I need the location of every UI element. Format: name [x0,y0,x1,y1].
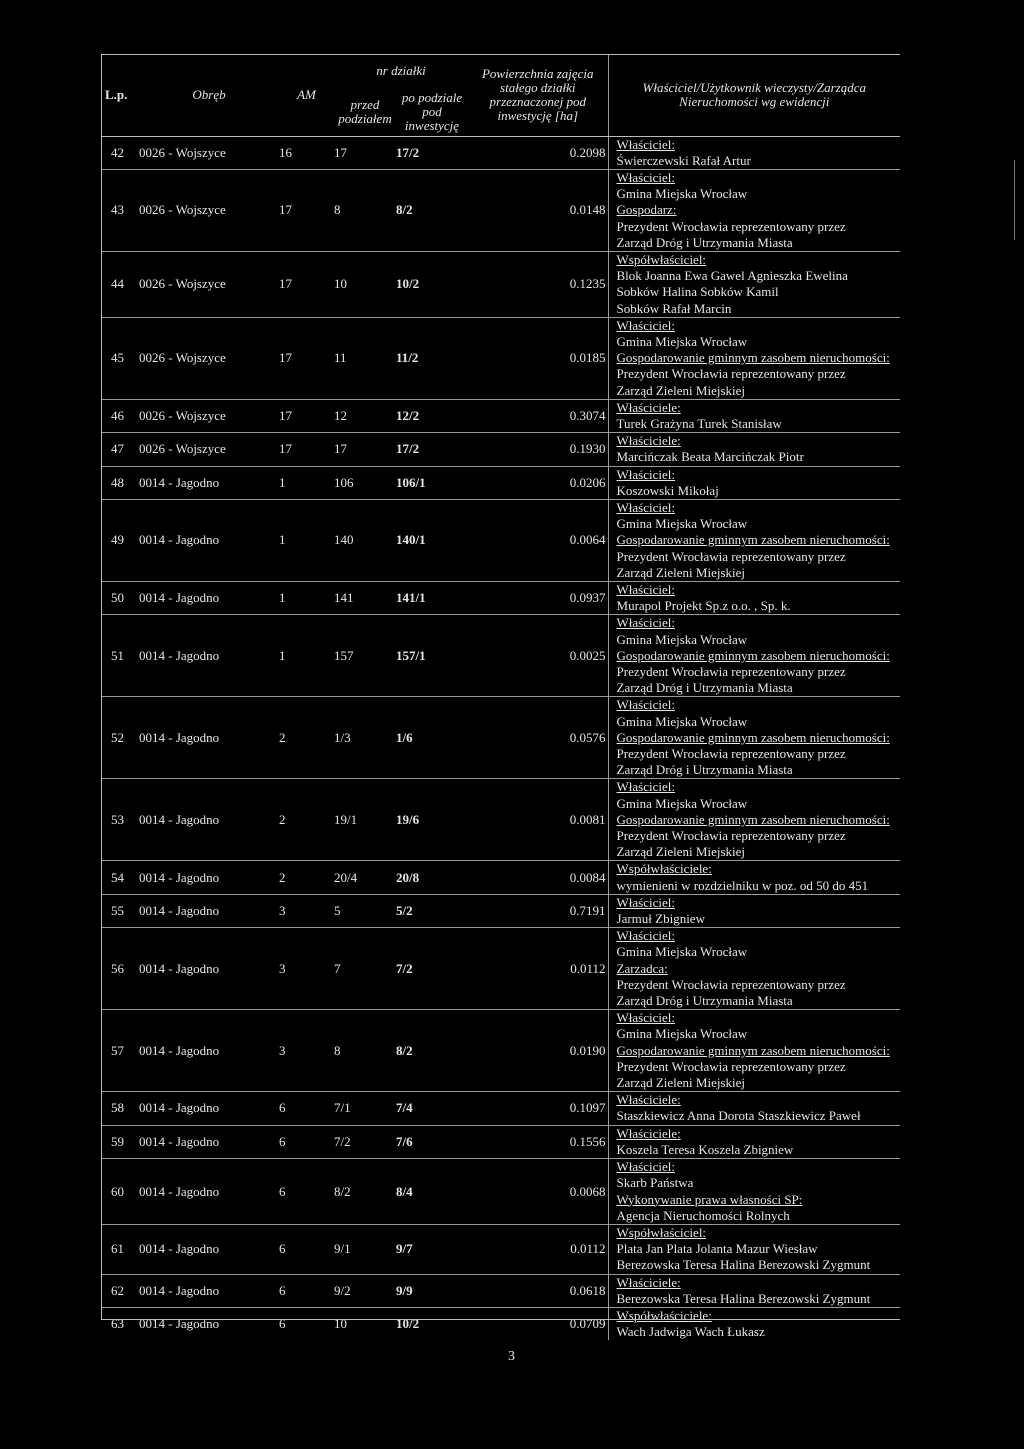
row-powierzchnia: 0.0937 [468,581,608,614]
owner-name: Prezydent Wrocławia reprezentowany przez [616,548,846,564]
owner-name: Koszowski Mikołaj [616,482,719,498]
row-lp: 46 [101,399,139,432]
header-obreb: Obręb [139,54,279,136]
table-row [101,1159,900,1225]
table-bottom-border [101,1319,900,1320]
owner-role-label: Współwłaściciel: [616,1224,707,1240]
owner-role-label: Właściciel: [616,317,675,333]
owner-name: Prezydent Wrocławia reprezentowany przez [616,1058,846,1074]
row-am: 3 [279,1010,334,1092]
row-owner [608,1010,900,1092]
owner-name: Gmina Miejska Wrocław [616,795,748,811]
row-lp: 59 [101,1125,139,1158]
row-po: 7/2 [396,928,468,1010]
row-owner [608,433,900,466]
owner-name: Prezydent Wrocławia reprezentowany przez [616,218,846,234]
parcel-table [101,54,900,1340]
row-po: 17/2 [396,433,468,466]
row-powierzchnia: 0.0084 [468,861,608,894]
row-przed: 8 [334,1010,396,1092]
row-am: 17 [279,399,334,432]
owner-role-label: Wykonywanie prawa własności SP: [616,1191,803,1207]
owner-role-label: Właściciele: [616,1125,681,1141]
row-am: 3 [279,894,334,927]
row-po: 7/6 [396,1125,468,1158]
row-po: 140/1 [396,499,468,581]
owner-role-label: Współwłaściciele: [616,1307,712,1323]
owner-name: Turek Grażyna Turek Stanisław [616,415,782,431]
row-po: 1/6 [396,697,468,779]
header-am: AM [279,54,334,136]
row-powierzchnia: 0.3074 [468,399,608,432]
row-lp: 42 [111,144,124,160]
owner-role-label: Właściciel: [616,615,675,631]
header-przed: przed podziałem [334,88,396,136]
row-powierzchnia: 0.0025 [468,615,608,697]
row-powierzchnia: 0.0190 [468,1010,608,1092]
table-left-border [101,54,102,1320]
owner-role-label: Właściciel: [616,894,675,910]
row-am: 6 [279,1224,334,1274]
row-lp: 58 [101,1092,139,1125]
row-obreb: 0026 - Wojszyce [139,169,279,251]
owner-role-label: Zarzadca: [616,960,668,976]
row-obreb: 0014 - Jagodno [139,1307,279,1340]
row-lp: 51 [101,615,139,697]
row-owner [608,317,900,399]
owner-role-label: Gospodarz: [616,202,677,218]
row-am: 1 [279,581,334,614]
row-powierzchnia: 0.0081 [468,779,608,861]
row-po: 157/1 [396,615,468,697]
owner-name: Gmina Miejska Wrocław [616,333,748,349]
row-powierzchnia: 0.0112 [468,928,608,1010]
owner-role-label: Właściciel: [616,1010,675,1026]
header-wlasciciel: Właściciel/Użytkownik wieczysty/Zarządca Nieruchomości wg ewidencji [608,54,900,136]
row-przed: 12 [334,399,396,432]
owner-name: Zarząd Zieleni Miejskiej [616,382,746,398]
owner-role-label: Właściciel: [616,581,675,597]
row-przed: 10 [334,251,396,317]
table-row [101,433,900,466]
row-obreb: 0026 - Wojszyce [139,317,279,399]
row-przed: 7/1 [334,1092,396,1125]
row-po: 8/2 [396,1010,468,1092]
owner-role-label: Właściciel: [616,499,675,515]
row-obreb: 0014 - Jagodno [139,499,279,581]
owner-name: Gmina Miejska Wrocław [616,186,748,202]
row-am: 16 [279,144,292,160]
owner-role-label: Gospodarowanie gminnym zasobem nieruchomości: [616,647,890,663]
row-am: 17 [279,317,334,399]
owner-name: Zarząd Dróg i Utrzymania Miasta [616,993,793,1009]
owner-role-label: Gospodarowanie gminnym zasobem nieruchomości: [616,1042,890,1058]
row-po: 10/2 [396,1307,468,1340]
row-po: 11/2 [396,317,468,399]
row-am: 1 [279,466,334,499]
row-powierzchnia: 0.0148 [468,169,608,251]
row-powierzchnia: 0.0185 [468,317,608,399]
row-owner [608,1159,900,1225]
row-owner [608,1224,900,1274]
row-powierzchnia: 0.0206 [468,466,608,499]
row-przed: 140 [334,499,396,581]
owner-name: Prezydent Wrocławia reprezentowany przez [616,976,846,992]
row-przed: 1/3 [334,697,396,779]
table-top-border [101,54,900,55]
owner-role-label: Współwłaściciele: [616,861,712,877]
row-przed: 11 [334,317,396,399]
table-row [101,1010,900,1092]
row-lp: 49 [101,499,139,581]
owner-name: Murapol Projekt Sp.z o.o. , Sp. k. [616,598,791,614]
row-po: 9/9 [396,1274,468,1307]
row-obreb: 0014 - Jagodno [139,1274,279,1307]
row-owner [608,1307,900,1340]
table-row [101,399,900,432]
row-po: 106/1 [396,466,468,499]
row-powierzchnia: 0.7191 [468,894,608,927]
owner-role-label: Właściciele: [616,1274,681,1290]
owner-name: Gmina Miejska Wrocław [616,944,748,960]
owner-name: Gmina Miejska Wrocław [616,1026,748,1042]
owner-name: Gmina Miejska Wrocław [616,516,748,532]
row-obreb: 0014 - Jagodno [139,1010,279,1092]
row-powierzchnia: 0.1097 [468,1092,608,1125]
row-obreb: 0026 - Wojszyce [139,144,226,160]
table-row [101,581,900,614]
row-przed: 9/1 [334,1224,396,1274]
row-powierzchnia: 0.1235 [468,251,608,317]
table-row [101,499,900,581]
row-am: 6 [279,1307,334,1340]
row-am: 2 [279,697,334,779]
row-po: 8/2 [396,169,468,251]
row-owner [608,779,900,861]
row-obreb: 0014 - Jagodno [139,697,279,779]
row-am: 17 [279,251,334,317]
row-am: 3 [279,928,334,1010]
table-row [101,251,900,317]
owner-name: Zarząd Zieleni Miejskiej [616,1075,746,1091]
table-row [101,861,900,894]
row-owner [608,697,900,779]
row-obreb: 0014 - Jagodno [139,779,279,861]
row-powierzchnia: 0.0112 [468,1224,608,1274]
owner-role-label: Właściciele: [616,1092,681,1108]
row-obreb: 0026 - Wojszyce [139,399,279,432]
row-przed: 141 [334,581,396,614]
header-nr-dzialki: nr działki [376,63,426,78]
row-am: 6 [279,1125,334,1158]
row-powierzchnia: 0.0064 [468,499,608,581]
row-lp: 61 [101,1224,139,1274]
owner-role-label: Gospodarowanie gminnym zasobem nieruchomości: [616,532,890,548]
row-powierzchnia: 0.0618 [468,1274,608,1307]
row-lp: 47 [101,433,139,466]
row-po: 5/2 [396,894,468,927]
table-row [101,466,900,499]
row-przed: 7/2 [334,1125,396,1158]
owner-role-label: Właściciel: [616,169,675,185]
row-owner [608,499,900,581]
owner-name: Prezydent Wrocławia reprezentowany przez [616,828,846,844]
owner-name: Jarmuł Zbigniew [616,911,705,927]
row-po: 7/4 [396,1092,468,1125]
row-owner [608,399,900,432]
owner-name: Gmina Miejska Wrocław [616,713,748,729]
scan-edge-mark [1014,160,1015,240]
row-owner [608,615,900,697]
row-obreb: 0014 - Jagodno [139,615,279,697]
owner-role-label: Gospodarowanie gminnym zasobem nieruchomości: [616,350,890,366]
owner-name: Blok Joanna Ewa Gawel Agnieszka Ewelina [616,268,848,284]
row-owner [608,251,900,317]
row-powierzchnia: 0.1556 [468,1125,608,1158]
table-row [101,894,900,927]
table-row [101,1125,900,1158]
row-owner [608,1125,900,1158]
header-powierzchnia: Powierzchnia zajęcia stałego działki przeznaczonej pod inwestycję [ha] [468,54,608,136]
row-obreb: 0014 - Jagodno [139,894,279,927]
row-po: 19/6 [396,779,468,861]
row-obreb: 0014 - Jagodno [139,1224,279,1274]
owner-name: Zarząd Zieleni Miejskiej [616,564,746,580]
row-owner [608,861,900,894]
owner-name: Agencja Nieruchomości Rolnych [616,1207,790,1223]
owner-name: Sobków Halina Sobków Kamil [616,284,779,300]
owner-name: Zarząd Dróg i Utrzymania Miasta [616,234,793,250]
row-am: 17 [279,433,334,466]
row-lp: 50 [101,581,139,614]
row-obreb: 0014 - Jagodno [139,1092,279,1125]
row-owner [608,928,900,1010]
owner-name: Zarząd Dróg i Utrzymania Miasta [616,762,793,778]
row-obreb: 0014 - Jagodno [139,928,279,1010]
table-row [101,1274,900,1307]
row-obreb: 0014 - Jagodno [139,1159,279,1225]
row-przed: 20/4 [334,861,396,894]
row-owner [608,894,900,927]
row-przed: 7 [334,928,396,1010]
row-obreb: 0014 - Jagodno [139,1125,279,1158]
row-przed: 5 [334,894,396,927]
owner-name: Zarząd Zieleni Miejskiej [616,844,746,860]
owner-role-label: Właściciel: [616,466,675,482]
row-obreb: 0014 - Jagodno [139,581,279,614]
header-po: po podziale pod inwestycję [396,88,468,136]
row-powierzchnia: 0.1930 [468,433,608,466]
owner-name: Staszkiewicz Anna Dorota Staszkiewicz Paweł [616,1108,861,1124]
row-obreb: 0014 - Jagodno [139,861,279,894]
owner-role-label: Właściciel: [616,697,675,713]
row-powierzchnia: 0.0709 [468,1307,608,1340]
row-przed: 19/1 [334,779,396,861]
row-przed: 17 [334,144,347,160]
row-przed: 8/2 [334,1159,396,1225]
row-po: 20/8 [396,861,468,894]
table-row [101,317,900,399]
owner-role-label: Właściciel: [616,1159,675,1175]
row-lp: 57 [101,1010,139,1092]
owner-role-label: Właściciele: [616,433,681,449]
row-po: 141/1 [396,581,468,614]
owner-name: Koszela Teresa Koszela Zbigniew [616,1141,794,1157]
owner-name: Prezydent Wrocławia reprezentowany przez [616,366,846,382]
owner-name: Sobków Rafał Marcin [616,300,732,316]
table-row [101,1092,900,1125]
table-row [101,1224,900,1274]
owner-name: wymienieni w rozdzielniku w poz. od 50 do 451 [616,877,869,893]
row-lp: 62 [101,1274,139,1307]
row-przed: 8 [334,169,396,251]
row-lp: 53 [101,779,139,861]
owner-name: Gmina Miejska Wrocław [616,631,748,647]
owner-name: Plata Jan Plata Jolanta Mazur Wiesław [616,1241,818,1257]
table-row [101,136,900,169]
row-powierzchnia: 0.0068 [468,1159,608,1225]
row-powierzchnia: 0.2098 [569,144,606,160]
row-owner [608,169,900,251]
owner-name: Prezydent Wrocławia reprezentowany przez [616,664,846,679]
row-lp: 48 [101,466,139,499]
row-owner [608,466,900,499]
owner-name: Skarb Państwa [616,1175,694,1191]
row-powierzchnia: 0.0576 [468,697,608,779]
owner-role-label: Współwłaściciel: [616,251,707,267]
row-lp: 54 [101,861,139,894]
owner-role-label: Właściciel: [616,779,675,795]
row-am: 6 [279,1159,334,1225]
row-przed: 106 [334,466,396,499]
row-am: 2 [279,779,334,861]
row-lp: 63 [101,1307,139,1340]
table-row [101,779,900,861]
row-lp: 56 [101,928,139,1010]
row-lp: 52 [101,697,139,779]
row-am: 17 [279,169,334,251]
owner-name: Berezowska Teresa Halina Berezowski Zygmunt [616,1290,871,1306]
row-przed: 9/2 [334,1274,396,1307]
owner-name: Prezydent Wrocławia reprezentowany przez [616,746,846,762]
row-po: 12/2 [396,399,468,432]
owner-name: Marcińczak Beata Marcińczak Piotr [616,449,804,465]
row-przed: 157 [334,615,396,697]
row-lp: 45 [101,317,139,399]
row-lp: 60 [101,1159,139,1225]
table-row [101,169,900,251]
row-am: 1 [279,615,334,697]
owner-role-label: Gospodarowanie gminnym zasobem nieruchomości: [616,729,890,745]
row-po: 8/4 [396,1159,468,1225]
row-obreb: 0026 - Wojszyce [139,251,279,317]
owner-name: Berezowska Teresa Halina Berezowski Zygmunt [616,1257,871,1273]
row-am: 6 [279,1274,334,1307]
owner-role-label: Właściciele: [616,399,681,415]
page-number: 3 [508,1349,515,1364]
row-owner [608,581,900,614]
row-am: 6 [279,1092,334,1125]
row-lp: 44 [101,251,139,317]
row-owner [608,136,900,169]
owner-role-label: Właściciel: [616,928,675,944]
table-row [101,1307,900,1340]
owner-role-label: Gospodarowanie gminnym zasobem nieruchomości: [616,811,890,827]
table-row [101,697,900,779]
row-lp: 55 [101,894,139,927]
row-am: 1 [279,499,334,581]
header-lp: L.p. [101,54,139,136]
row-owner [608,1274,900,1307]
owner-role-label: Właściciel: [616,136,675,152]
row-obreb: 0026 - Wojszyce [139,433,279,466]
row-po: 9/7 [396,1224,468,1274]
row-przed: 10 [334,1307,396,1340]
row-am: 2 [279,861,334,894]
row-obreb: 0014 - Jagodno [139,466,279,499]
row-po: 10/2 [396,251,468,317]
row-po: 17/2 [396,144,420,160]
table-row [101,615,900,697]
table-row [101,928,900,1010]
owner-name: Zarząd Dróg i Utrzymania Miasta [616,680,793,696]
owner-name: Wach Jadwiga Wach Łukasz [616,1324,765,1340]
row-owner [608,1092,900,1125]
row-przed: 17 [334,433,396,466]
row-lp: 43 [101,169,139,251]
owner-name: Świerczewski Rafał Artur [616,152,751,168]
